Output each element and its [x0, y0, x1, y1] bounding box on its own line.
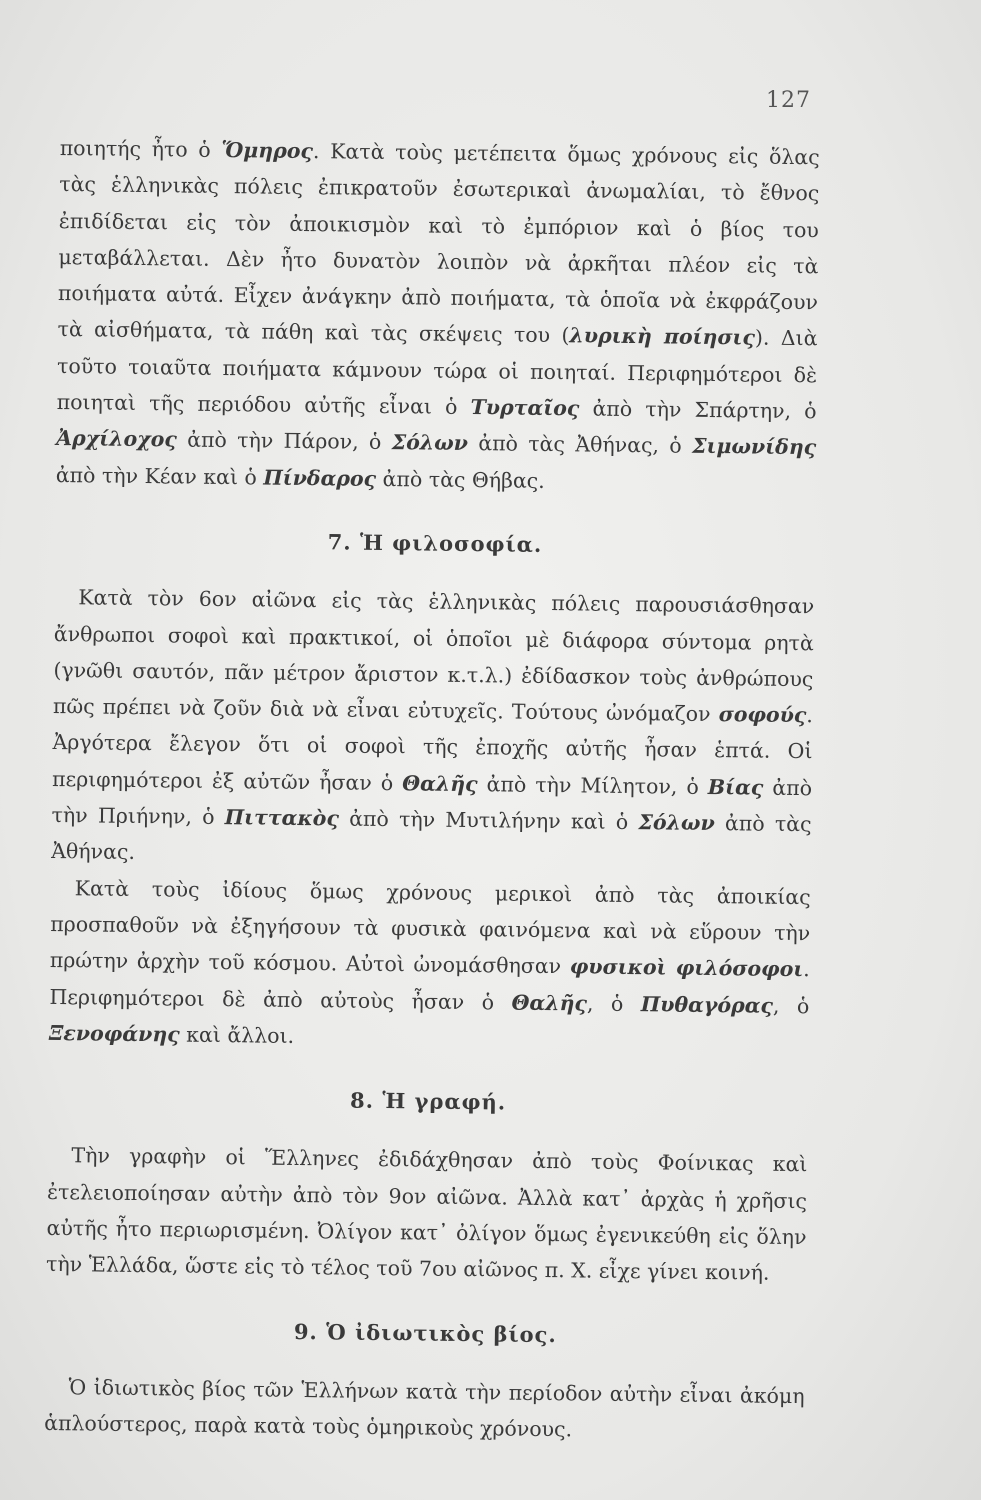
paragraph-natural-philosophers [49, 870, 811, 1061]
text-run: . Ἀργότερα ἔλεγον ὅτι οἱ σοφοὶ τῆς ἐποχῆς αὐτῆς ἦσαν ἑπτά. Οἱ περιφημότεροι ἐξ αὐτῶν ἦσαν ὁ [51, 703, 814, 795]
text-run: καὶ ἄλλοι. [179, 1022, 295, 1048]
page-content [44, 130, 820, 1451]
emphasis-tyrtaeus: Τυρταῖος [470, 395, 580, 421]
text-run: , ὁ [586, 991, 641, 1016]
text-run: ἀπὸ τὴν Μίλητον, ὁ [477, 771, 708, 799]
emphasis-xenophanes: Ξενοφάνης [48, 1020, 180, 1047]
text-run: ποιητής ἦτο ὁ [59, 135, 222, 162]
emphasis-homer: Ὅμηρος [221, 137, 314, 164]
text-run: ἀπὸ τὰς Ἀθήνας. [51, 811, 812, 865]
emphasis-thales: Θαλῆς [511, 990, 588, 1016]
text-run: ἀπὸ τὴν Πριήνην, ὁ [51, 775, 813, 830]
text-run: ἀπὸ τὴν Μυτιλήνην καὶ ὁ [338, 806, 639, 835]
emphasis-solon: Σόλων [391, 430, 469, 456]
section-heading-private-life: 9. Ὁ ἰδιωτικὸς βίος. [293, 1318, 557, 1347]
emphasis-solon: Σόλων [638, 810, 715, 836]
emphasis-bias: Βίας [707, 774, 764, 800]
section-heading-writing: 8. Ἡ γραφή. [349, 1087, 507, 1115]
page-number: 127 [766, 88, 811, 113]
section-heading-philosophy: 7. Ἡ φιλοσοφία. [327, 529, 543, 557]
paragraph-sages [51, 579, 814, 879]
paragraph-writing: Τὴν γραφὴν οἱ Ἕλληνες ἐδιδάχθησαν ἀπὸ τοὺς Φοίνικας καὶ ἐτελειοποίησαν αὐτὴν ἀπὸ τὸν 9ον αἰῶνα. Ἀλλὰ κατ᾿ ἀρχὰς ἡ χρῆσις αὐτῆς ἦτο περιωρισμένη. Ὀλίγον κατ᾿ ὀλίγον ὅμως ἐγενικεύθη εἰς ὅλην τὴν Ἑλλάδα, ὥστε εἰς τὸ τέλος τοῦ 7ου αἰῶνος π. Χ. εἶχε γίνει κοινή. [45, 1143, 808, 1286]
emphasis-thales: Θαλῆς [402, 770, 478, 796]
text-run: Κατὰ τὸν 6ον αἰῶνα εἰς τὰς ἑλληνικὰς πόλεις παρουσιάσθησαν ἄνθρωποι σοφοὶ καὶ πρακτικοί, οἱ ὁποῖοι μὲ διάφορα σύντομα ρητὰ (γνῶθι σαυτόν, πᾶν μέτρον ἄριστον κ.τ.λ.) ἐδίδασκον τοὺς ἀνθρώπους πῶς πρέπει νὰ ζοῦν διὰ νὰ εἶναι εὐτυχεῖς. Τούτους ὠνόμαζον [52, 585, 815, 727]
emphasis-simonides: Σιμωνίδης [691, 434, 817, 460]
text-run: . Κατὰ τοὺς μετέπειτα ὅμως χρόνους εἰς ὅλας τὰς ἑλληνικὰς πόλεις ἐπικρατοῦν ἐσωτερικαὶ ἀνωμαλίαι, τὸ ἔθνος ἐπιδίδεται εἰς τὸν ἀποικισμὸν καὶ τὸ ἐμπόριον καὶ ὁ βίος του μεταβάλλεται. Δὲν ἦτο δυνατὸν λοιπὸν νὰ ἀρκῆται πλέον εἰς τὰ ποιήματα αὐτά. Εἶχεν ἀνάγκην ἀπὸ ποιήματα, τὰ ὁποῖα νὰ ἐκφράζουν τὰ αἰσθήματα, τὰ πάθη καὶ τὰς σκέψεις του ( [57, 139, 820, 348]
emphasis-pindar: Πίνδαρος [263, 465, 377, 491]
emphasis-archilochus: Ἀρχίλοχος [56, 426, 178, 452]
emphasis-pittacus: Πιττακὸς [224, 805, 340, 831]
emphasis-lyric-poetry: λυρικὴ ποίησις [569, 323, 756, 350]
emphasis-natural-philosophers: φυσικοὶ φιλόσοφοι [569, 954, 804, 982]
text-run: Κατὰ τοὺς ἰδίους ὅμως χρόνους μερικοὶ ἀπὸ τὰς ἀποικίας προσπαθοῦν νὰ ἐξηγήσουν τὰ φυσικὰ φαινόμενα καὶ νὰ εὕρουν τὴν πρώτην ἀρχὴν τοῦ κόσμου. Αὐτοὶ ὠνομάσθησαν [49, 875, 811, 979]
text-run: ἀπὸ τὰς Ἀθήνας, ὁ [467, 431, 693, 459]
emphasis-pythagoras: Πυθαγόρας [640, 991, 774, 1018]
text-run: . Περιφημότεροι δὲ ἀπὸ αὐτοὺς ἦσαν ὁ [49, 957, 810, 1015]
paragraph-lyric-poetry [56, 130, 820, 502]
text-run: ἀπὸ τὴν Κέαν καὶ ὁ [55, 462, 264, 490]
text-run: ἀπὸ τὴν Πάρον, ὁ [176, 427, 392, 455]
text-run: ἀπὸ τὰς Θήβας. [375, 466, 545, 493]
text-run: ἀπὸ τὴν Σπάρτην, ὁ [579, 396, 817, 424]
paragraph-private-life: Ὁ ἰδιωτικὸς βίος τῶν Ἑλλήνων κατὰ τὴν περίοδον αὐτὴν εἶναι ἀκόμη ἁπλούστερος, παρὰ κατὰ τοὺς ὁμηρικοὺς χρόνους. [44, 1375, 805, 1442]
text-run: ). Διὰ τοῦτο τοιαῦτα ποιήματα κάμνουν τώρα οἱ ποιηταί. Περιφημότεροι δὲ ποιηταὶ τῆς περιόδου αὐτῆς εἶναι ὁ [56, 325, 818, 420]
text-run: , ὁ [772, 993, 810, 1018]
emphasis-sages: σοφούς [718, 702, 807, 728]
